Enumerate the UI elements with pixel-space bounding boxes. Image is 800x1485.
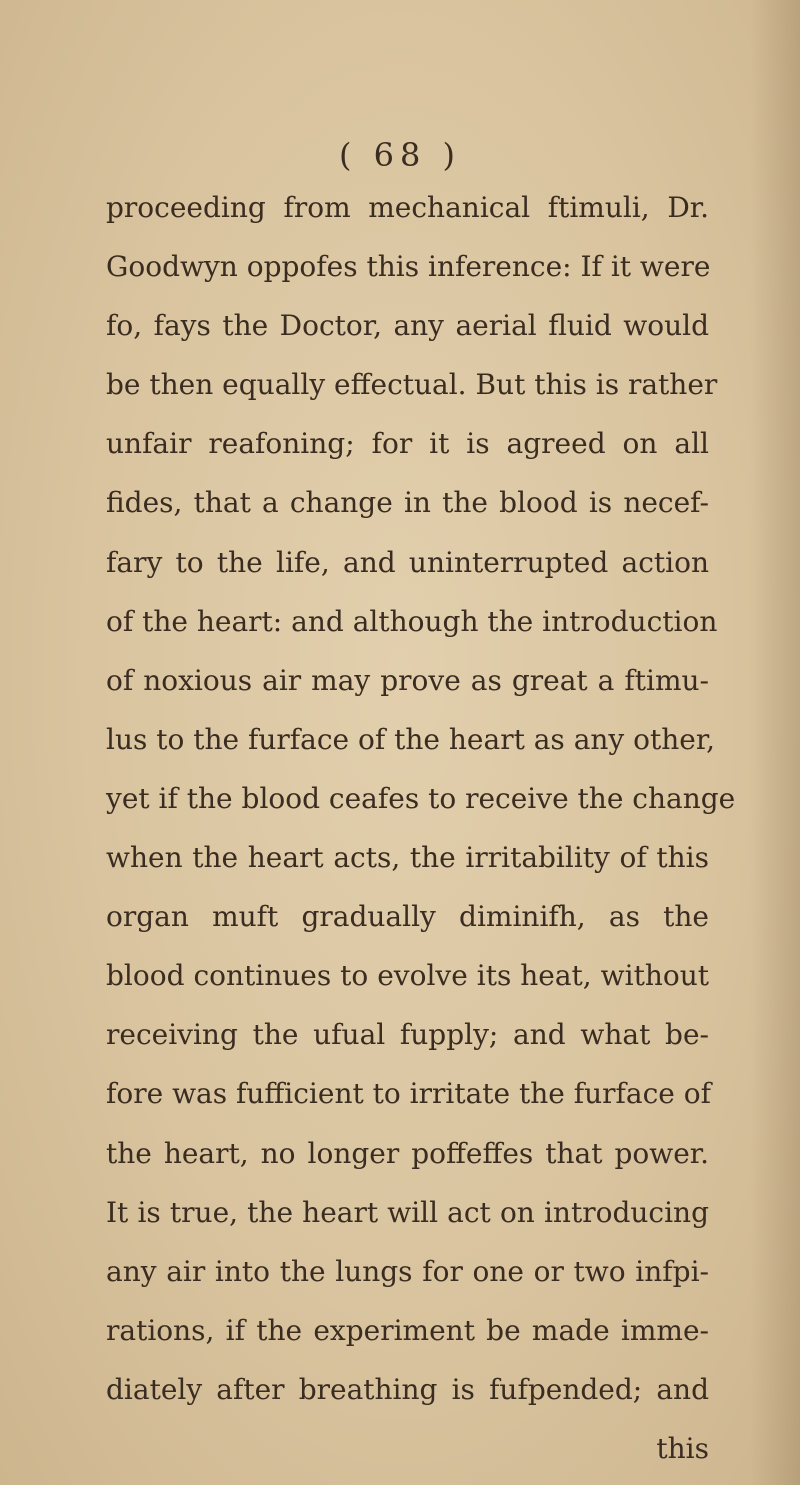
text-line: of the heart: and although the introduction [106, 604, 718, 638]
text-line: proceeding from mechanical ftimuli, Dr. [106, 191, 709, 224]
text-line: fo, fays the Doctor, any aerial fluid would [106, 309, 709, 343]
text-line: fides, that a change in the blood is necef- [106, 486, 709, 520]
body-text [106, 178, 736, 1478]
text-line: unfair reafoning; for it is agreed on all [106, 427, 709, 461]
text-line: organ muft gradually diminifh, as the [106, 900, 709, 934]
text-line: be then equally effectual. But this is rather [106, 368, 718, 402]
text-line: the heart, no longer poffeffes that power. [106, 1136, 709, 1170]
text-line: diately after breathing is fufpended; and [106, 1372, 709, 1406]
text-line: lus to the furface of the heart as any other, [106, 722, 716, 756]
text-line: fary to the life, and uninterrupted action [106, 545, 709, 579]
text-line: blood continues to evolve its heat, without [106, 959, 709, 993]
text-line: any air into the lungs for one or two infpi- [106, 1254, 709, 1288]
text-line: Goodwyn oppofes this inference: If it were [106, 250, 711, 284]
text-line: It is true, the heart will act on introducing [106, 1195, 709, 1229]
page-edge-shadow [750, 0, 800, 1485]
catchword: this [656, 1431, 709, 1465]
text-line: receiving the ufual fupply; and what be- [106, 1018, 709, 1052]
text-line: rations, if the experiment be made imme- [106, 1313, 709, 1347]
text-line: yet if the blood ceafes to receive the change [106, 781, 736, 815]
text-line: when the heart acts, the irritability of this [106, 841, 709, 875]
text-line: fore was fufficient to irritate the furface of [106, 1077, 711, 1111]
text-line: of noxious air may prove as great a ftimu- [106, 663, 709, 697]
page-number: ( 68 ) [338, 136, 462, 174]
